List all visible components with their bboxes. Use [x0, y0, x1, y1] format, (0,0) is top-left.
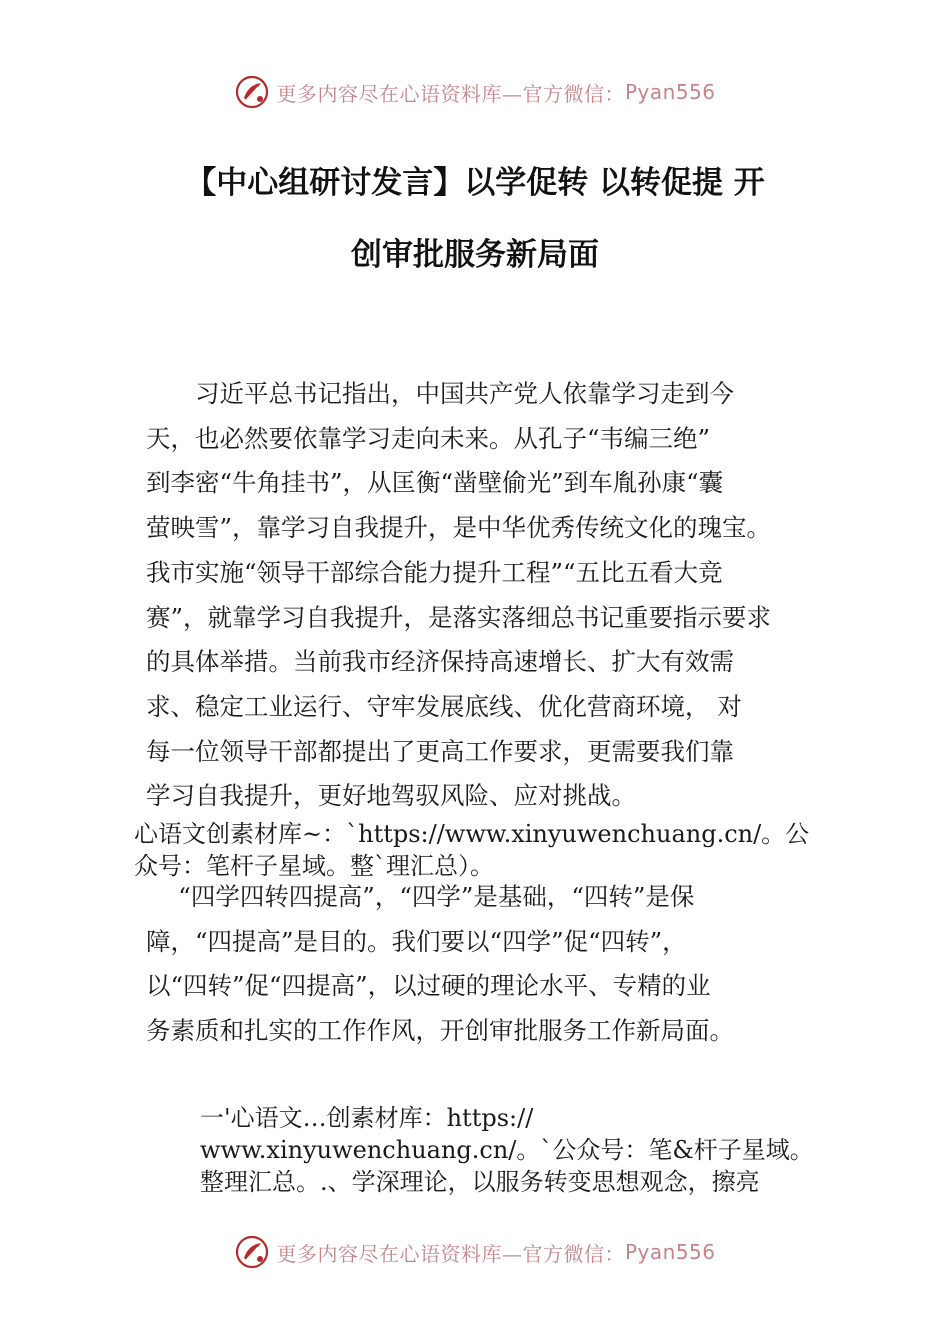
body-paragraph-2: “四学四转四提高”，“四学”是基础，“四转”是保 障，“四提高”是目的。我们要以“四学”促“四转”， 以“四转”促“四提高”，以过硬的理论水平、专精的业 务素质和扎实的工作作风，开创审批服务工作新局面。 [146, 882, 734, 1046]
document-title-line-2: 创审批服务新局面 [351, 237, 599, 273]
footer-wechat-id: Pyan556 [624, 1240, 716, 1264]
footer-banner-text: 更多内容尽在心语资料库—官方微信： [276, 1241, 625, 1266]
source-note-1: 心语文创素材库~：`https://www.xinyuwenchuang.cn/。公 众号：笔杆子星域。整`理汇总）。 [134, 820, 810, 880]
library-logo-icon [234, 1234, 270, 1270]
header-watermark-banner [0, 72, 950, 112]
header-wechat-id: Pyan556 [624, 80, 716, 104]
source-note-2: 一'心语文…创素材库：https:// www.xinyuwenchuang.cn/。`公众号：笔&杆子星域。 整理汇总。.、学深理论，以服务转变思想观念，擦亮 [200, 1104, 814, 1196]
footer-watermark-banner [0, 1232, 950, 1272]
document-title-line-1: 【中心组研讨发言】以学促转 以转促提 开 [185, 165, 765, 201]
body-paragraph-1: 习近平总书记指出，中国共产党人依靠学习走到今 天，也必然要依靠学习走向未来。从孔子“韦编三绝” 到李密“牛角挂书”，从匡衡“凿壁偷光”到车胤孙康“囊 萤映雪”，靠学习自我提升，是中华优秀传统文化的瑰宝。 我市实施“领导干部综合能力提升工程”“五比五看大竞 赛”，就靠学习自我提升，是落实落细总书记重要指示要求 的具体举措。当前我市经济保持高速增长、扩大有效需 求、稳定工业运行、守牢发展底线、优化营商环境， 对 每一位领导干部都提出了更高工作要求，更需要我们靠 学习自我提升，更好地驾驭风险、应对挑战。 [146, 379, 772, 811]
library-logo-icon [234, 74, 270, 110]
header-banner-text: 更多内容尽在心语资料库—官方微信： [276, 81, 625, 106]
